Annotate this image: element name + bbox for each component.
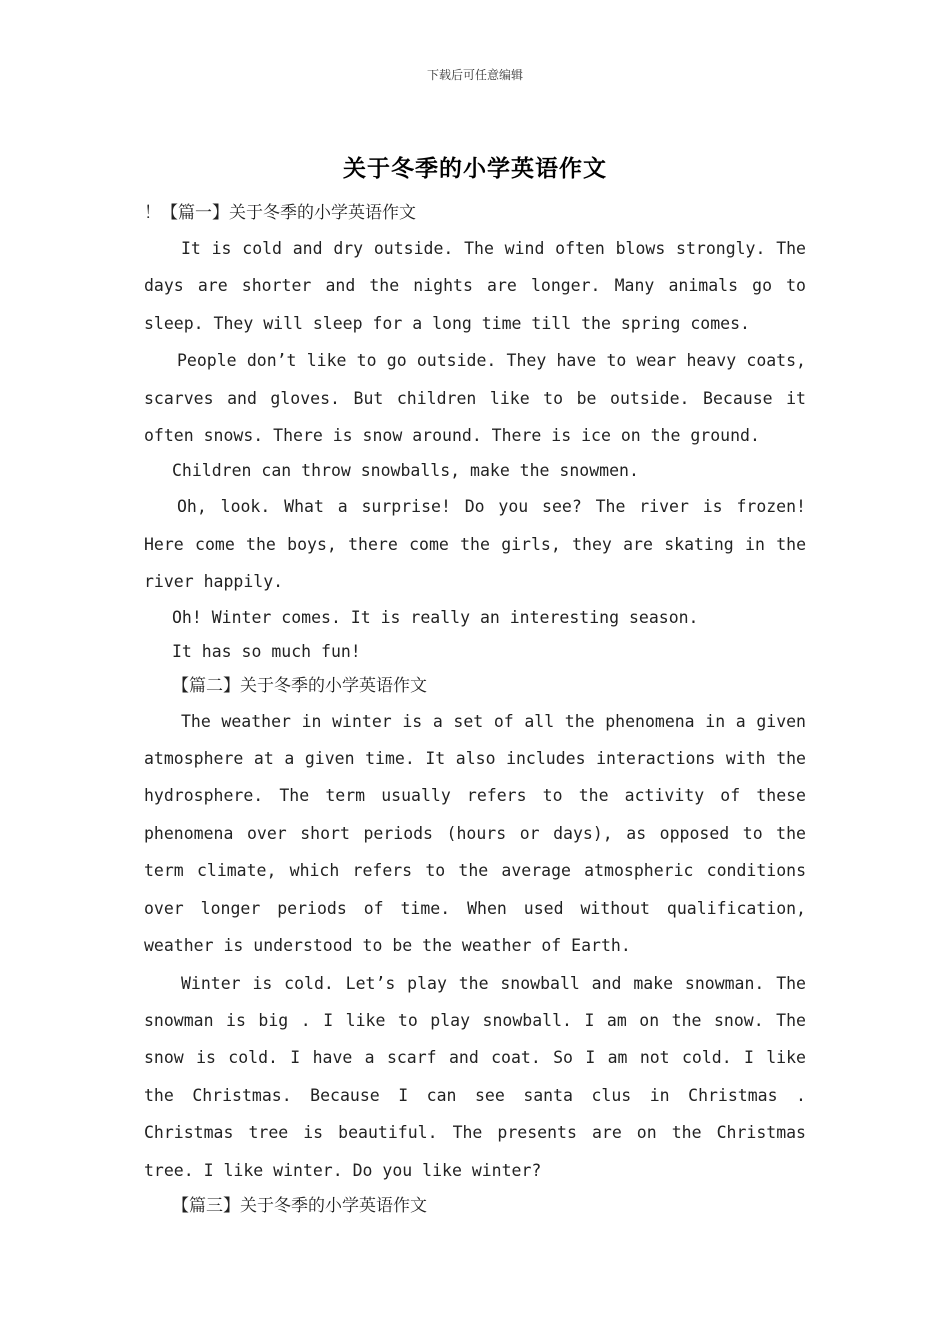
section-2-heading: 【篇二】关于冬季的小学英语作文	[172, 675, 427, 696]
section-1-paragraph-6: It has so much fun!	[172, 641, 361, 661]
section-2-paragraph-2: Winter is cold. Let’s play the snowball and make snowman. The snowman is big . I like to play snowball. I am on the snow. The snow is cold. I have a scarf and coat. So I am not cold. I like the Christmas. Because I can see santa clus in Christmas . Christmas tree is beautiful. The presents are on the Christmas tree. I like winter. Do you like winter?	[144, 973, 806, 1180]
section-1-paragraph-3: Children can throw snowballs, make the snowmen.	[172, 461, 639, 481]
section-2-paragraph-1: The weather in winter is a set of all the phenomena in a given atmosphere at a given time. It also includes interactions with the hydrosphere. The term usually refers to the activity of these phenomena over short periods (hours or days), as opposed to the term climate, which refers to the average atmospheric conditions over longer periods of time. When used without qualification, weather is understood to be the weather of Earth.	[144, 711, 806, 956]
section-1-paragraph-1: It is cold and dry outside. The wind often blows strongly. The days are shorter and the nights are longer. Many animals go to sleep. They will sleep for a long time till the spring comes.	[144, 239, 806, 333]
document-body	[144, 196, 806, 1223]
section-1-paragraph-2: People don’t like to go outside. They have to wear heavy coats, scarves and gloves. But children like to be outside. Because it often snows. There is snow around. There is ice on the ground.	[144, 351, 806, 446]
document-title: 关于冬季的小学英语作文	[343, 155, 607, 182]
section-1-heading: ！【篇一】关于冬季的小学英语作文	[144, 203, 416, 223]
page-header-note: 下载后可任意编辑	[426, 68, 523, 82]
section-1-paragraph-4: Oh, look. What a surprise! Do you see? The river is frozen! Here come the boys, there come the girls, they are skating in the river happily.	[144, 497, 806, 592]
section-3-heading: 【篇三】关于冬季的小学英语作文	[172, 1195, 427, 1216]
section-1-paragraph-5: Oh! Winter comes. It is really an interesting season.	[172, 607, 699, 627]
